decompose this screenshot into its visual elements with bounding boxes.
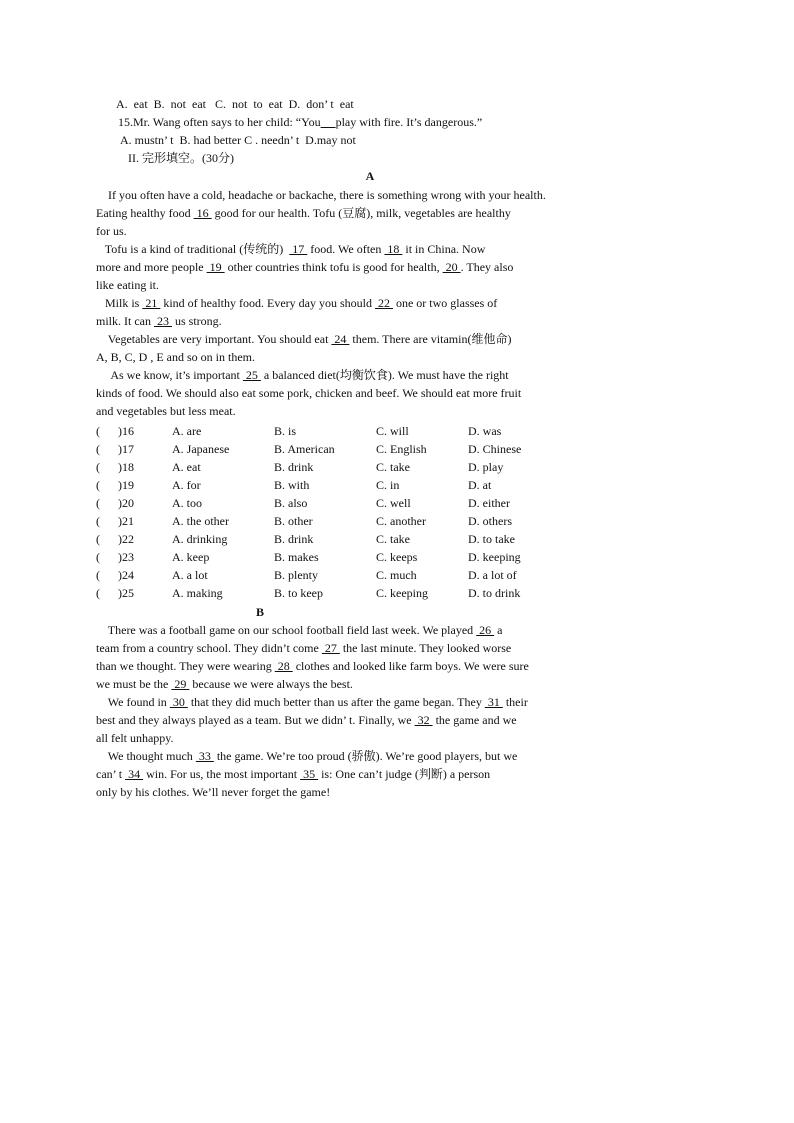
passage-b-heading: B bbox=[255, 605, 264, 619]
option-c: C. keeps bbox=[376, 550, 418, 564]
blank-29: 29 bbox=[171, 677, 190, 691]
passage-a-text: . They also bbox=[460, 260, 514, 274]
option-a: A. Japanese bbox=[172, 442, 230, 456]
passage-b-text: we must be the bbox=[96, 677, 172, 691]
passage-a-line bbox=[96, 240, 716, 258]
option-d: D. others bbox=[468, 514, 512, 528]
passage-a-text: one or two glasses of bbox=[392, 296, 498, 310]
passage-b-text: than we thought. They were wearing bbox=[96, 659, 275, 673]
blank-31: 31 bbox=[484, 695, 503, 709]
passage-a-line bbox=[96, 204, 716, 222]
passage-a-text: good for our health. Tofu (豆腐), milk, vegetables are healthy bbox=[211, 206, 511, 220]
passage-a-text: more and more people bbox=[96, 260, 207, 274]
passage-a-text: other countries think tofu is good for health, bbox=[224, 260, 443, 274]
option-c: C. take bbox=[376, 460, 410, 474]
blank-19: 19 bbox=[206, 260, 225, 274]
blank-25: 25 bbox=[242, 368, 261, 382]
passage-a-line bbox=[96, 330, 716, 348]
question-row bbox=[96, 422, 716, 440]
passage-b-text: that they did much better than us after the game began. They bbox=[187, 695, 485, 709]
blank-18: 18 bbox=[384, 242, 403, 256]
passage-b-line bbox=[96, 783, 716, 801]
q15-blank bbox=[321, 115, 336, 129]
q14-options: A. eat B. not eat C. not to eat D. don’ t eat bbox=[116, 97, 354, 111]
passage-b-text: win. For us, the most important bbox=[143, 767, 301, 781]
question-row bbox=[96, 548, 716, 566]
passage-a-line bbox=[96, 384, 716, 402]
option-c: C. another bbox=[376, 514, 426, 528]
passage-a-text: A, B, C, D , E and so on in them. bbox=[96, 350, 255, 364]
passage-b-text: is: One can’t judge (判断) a person bbox=[318, 767, 491, 781]
passage-a-text: it in China. Now bbox=[402, 242, 486, 256]
passage-b-line bbox=[96, 729, 716, 747]
blank-32: 32 bbox=[414, 713, 433, 727]
question-row bbox=[96, 566, 716, 584]
passage-b-text: We thought much bbox=[96, 749, 196, 763]
passage-b-text: clothes and looked like farm boys. We were sure bbox=[292, 659, 529, 673]
option-d: D. play bbox=[468, 460, 504, 474]
passage-a-text: food. We often bbox=[307, 242, 385, 256]
option-d: D. to take bbox=[468, 532, 515, 546]
passage-a-heading: A bbox=[365, 169, 375, 183]
section-title-cloze: II. 完形填空。(30分) bbox=[128, 151, 234, 165]
passage-a-text: Eating healthy food bbox=[96, 206, 194, 220]
option-d: D. keeping bbox=[468, 550, 521, 564]
passage-a-text: kinds of food. We should also eat some pork, chicken and beef. We should eat more fruit bbox=[96, 386, 522, 400]
option-d: D. was bbox=[468, 424, 502, 438]
passage-b-text: We found in bbox=[96, 695, 170, 709]
blank-33: 33 bbox=[195, 749, 214, 763]
option-a: A. drinking bbox=[172, 532, 228, 546]
question-number: ( )18 bbox=[96, 460, 134, 474]
q15-stem-a: 15.Mr. Wang often says to her child: “You bbox=[118, 115, 321, 129]
option-b: B. drink bbox=[274, 460, 314, 474]
option-b: B. is bbox=[274, 424, 297, 438]
blank-16: 16 bbox=[193, 206, 212, 220]
option-a: A. are bbox=[172, 424, 202, 438]
option-b: B. drink bbox=[274, 532, 314, 546]
option-d: D. either bbox=[468, 496, 510, 510]
blank-35: 35 bbox=[300, 767, 319, 781]
passage-b-line bbox=[96, 693, 716, 711]
option-b: B. American bbox=[274, 442, 335, 456]
question-number: ( )24 bbox=[96, 568, 134, 582]
passage-a-line bbox=[96, 294, 716, 312]
blank-22: 22 bbox=[374, 296, 393, 310]
blank-26: 26 bbox=[476, 623, 495, 637]
passage-b-text: the game. We’re too proud (骄傲). We’re good players, but we bbox=[213, 749, 518, 763]
blank-17: 17 bbox=[289, 242, 308, 256]
blank-28: 28 bbox=[274, 659, 293, 673]
option-b: B. also bbox=[274, 496, 308, 510]
passage-a-text: like eating it. bbox=[96, 278, 159, 292]
passage-a-text: them. There are vitamin(维他命) bbox=[349, 332, 512, 346]
option-d: D. to drink bbox=[468, 586, 521, 600]
passage-b-text: There was a football game on our school football field last week. We played bbox=[96, 623, 477, 637]
question-row bbox=[96, 494, 716, 512]
question-row bbox=[96, 476, 716, 494]
passage-b-line bbox=[96, 747, 716, 765]
passage-b-text: only by his clothes. We’ll never forget the game! bbox=[96, 785, 331, 799]
passage-a-line bbox=[96, 258, 716, 276]
question-number: ( )25 bbox=[96, 586, 134, 600]
option-a: A. a lot bbox=[172, 568, 208, 582]
passage-b-line bbox=[96, 675, 716, 693]
option-d: D. at bbox=[468, 478, 492, 492]
passage-a-text: If you often have a cold, headache or backache, there is something wrong with your health. bbox=[96, 188, 546, 202]
option-b: B. makes bbox=[274, 550, 319, 564]
passage-b-text: a bbox=[494, 623, 503, 637]
passage-b-text: the game and we bbox=[432, 713, 517, 727]
question-number: ( )20 bbox=[96, 496, 134, 510]
question-row bbox=[96, 440, 716, 458]
passage-b-text: best and they always played as a team. But we didn’ t. Finally, we bbox=[96, 713, 415, 727]
option-d: D. a lot of bbox=[468, 568, 517, 582]
passage-a-text: kind of healthy food. Every day you should bbox=[160, 296, 375, 310]
question-row bbox=[96, 458, 716, 476]
passage-a-line bbox=[96, 312, 716, 330]
q15-stem-b: play with fire. It’s dangerous.” bbox=[335, 115, 483, 129]
passage-a-line bbox=[96, 222, 716, 240]
question-number: ( )22 bbox=[96, 532, 134, 546]
passage-b-text: team from a country school. They didn’t come bbox=[96, 641, 322, 655]
passage-a-text: a balanced diet(均衡饮食). We must have the right bbox=[260, 368, 509, 382]
blank-27: 27 bbox=[321, 641, 340, 655]
passage-a-text: us strong. bbox=[171, 314, 222, 328]
question-row bbox=[96, 584, 716, 602]
option-a: A. eat bbox=[172, 460, 201, 474]
blank-21: 21 bbox=[142, 296, 161, 310]
passage-a-text: Tofu is a kind of traditional (传统的) bbox=[96, 242, 290, 256]
question-number: ( )21 bbox=[96, 514, 134, 528]
passage-a-text: and vegetables but less meat. bbox=[96, 404, 236, 418]
option-a: A. for bbox=[172, 478, 201, 492]
blank-23: 23 bbox=[153, 314, 172, 328]
question-number: ( )23 bbox=[96, 550, 134, 564]
question-row bbox=[96, 530, 716, 548]
passage-b-text: all felt unhappy. bbox=[96, 731, 174, 745]
blank-24: 24 bbox=[331, 332, 350, 346]
passage-b-line bbox=[96, 621, 716, 639]
passage-a-text: milk. It can bbox=[96, 314, 154, 328]
passage-b-text: because we were always the best. bbox=[189, 677, 353, 691]
passage-a-line bbox=[96, 348, 716, 366]
option-b: B. other bbox=[274, 514, 313, 528]
option-b: B. plenty bbox=[274, 568, 318, 582]
option-c: C. English bbox=[376, 442, 427, 456]
passage-b-text: the last minute. They looked worse bbox=[339, 641, 512, 655]
question-number: ( )17 bbox=[96, 442, 134, 456]
option-c: C. will bbox=[376, 424, 409, 438]
blank-34: 34 bbox=[125, 767, 144, 781]
option-c: C. in bbox=[376, 478, 400, 492]
option-c: C. take bbox=[376, 532, 410, 546]
passage-a-text: As we know, it’s important bbox=[96, 368, 243, 382]
passage-b-line bbox=[96, 711, 716, 729]
option-b: B. to keep bbox=[274, 586, 323, 600]
passage-b-text: can’ t bbox=[96, 767, 126, 781]
passage-b-text: their bbox=[502, 695, 528, 709]
passage-a-line bbox=[96, 276, 716, 294]
option-c: C. much bbox=[376, 568, 417, 582]
passage-a-line bbox=[96, 366, 716, 384]
q15-options: A. mustn’ t B. had better C . needn’ t D.may not bbox=[120, 133, 356, 147]
passage-b-line bbox=[96, 639, 716, 657]
question-number: ( )16 bbox=[96, 424, 134, 438]
blank-30: 30 bbox=[169, 695, 188, 709]
option-a: A. the other bbox=[172, 514, 229, 528]
question-row bbox=[96, 512, 716, 530]
option-a: A. making bbox=[172, 586, 223, 600]
passage-a-line bbox=[96, 186, 716, 204]
option-d: D. Chinese bbox=[468, 442, 522, 456]
q15-stem bbox=[118, 113, 738, 131]
passage-b-line bbox=[96, 657, 716, 675]
blank-20: 20 bbox=[442, 260, 461, 274]
option-c: C. keeping bbox=[376, 586, 428, 600]
passage-a-text: Vegetables are very important. You should eat bbox=[96, 332, 332, 346]
passage-a-line bbox=[96, 402, 716, 420]
option-b: B. with bbox=[274, 478, 310, 492]
option-a: A. keep bbox=[172, 550, 210, 564]
question-number: ( )19 bbox=[96, 478, 134, 492]
passage-b-line bbox=[96, 765, 716, 783]
option-a: A. too bbox=[172, 496, 202, 510]
passage-a-text: for us. bbox=[96, 224, 127, 238]
option-c: C. well bbox=[376, 496, 411, 510]
passage-a-text: Milk is bbox=[96, 296, 143, 310]
